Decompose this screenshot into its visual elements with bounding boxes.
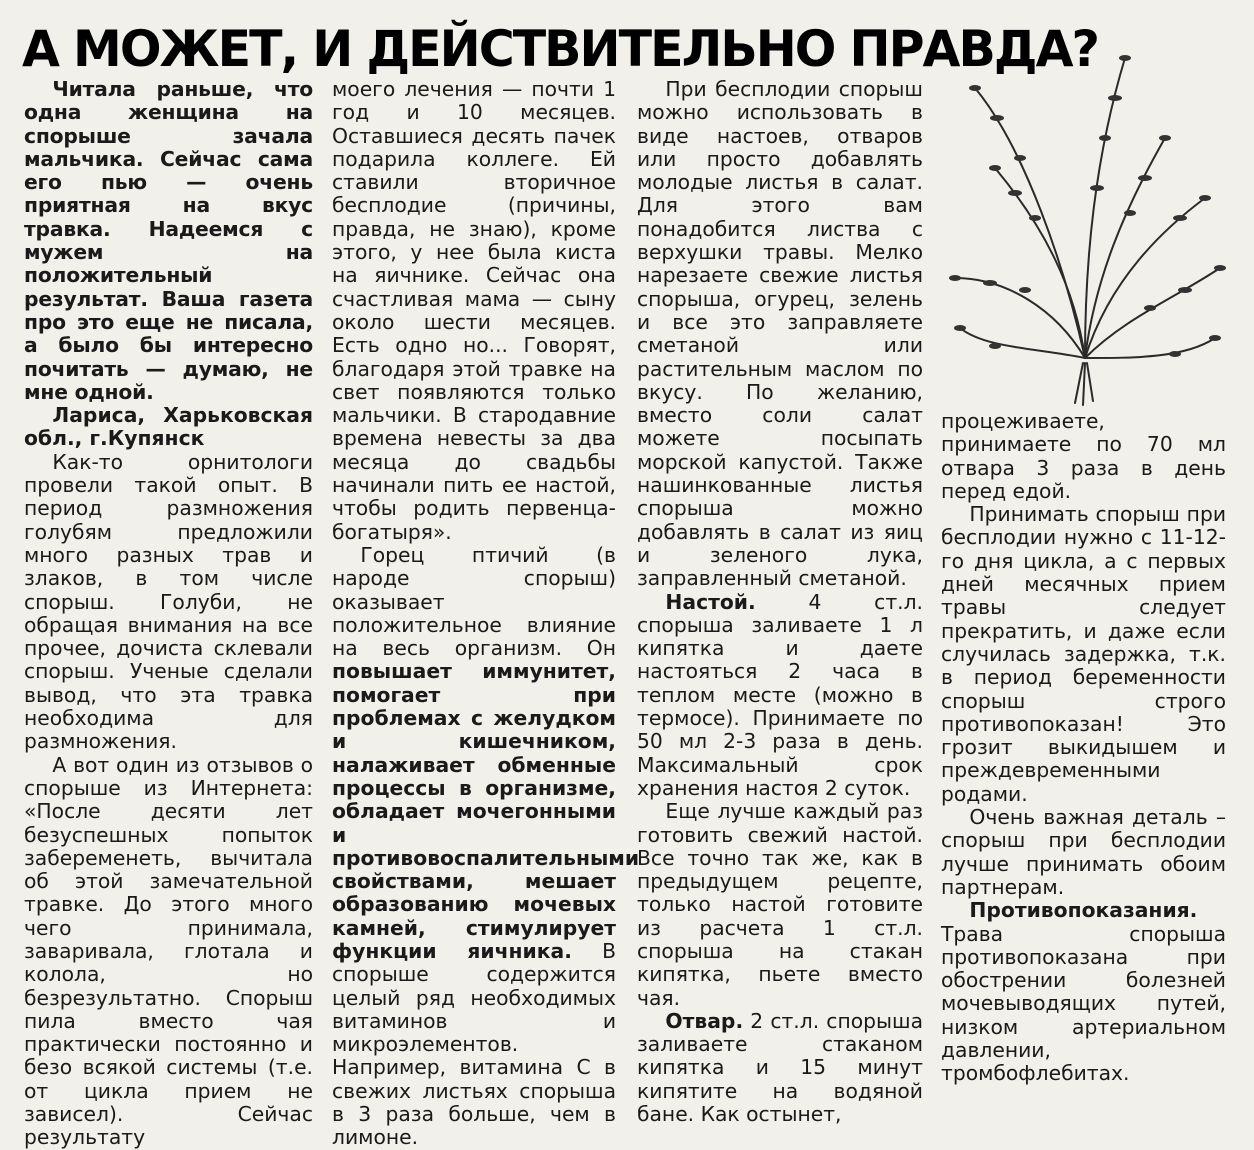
column-3 bbox=[637, 78, 923, 1126]
reader-letter: Читала раньше, что одна женщина на спорыше зачала мальчика. Сейчас сама его пью — очень приятная на вкус травка. Надеемся с мужем на положительный результат. Ваша газета про это еще не писала, а было бы интересно почитать — думаю, не мне одной. bbox=[24, 77, 313, 404]
plant-illustration-icon bbox=[935, 28, 1235, 408]
column-2 bbox=[332, 77, 640, 1150]
contraindications-text: Трава спорыша противопоказана при обострении болезней мочевыводящих путей, низком артериальном давлении, тромбофлебитах. bbox=[941, 921, 1226, 1086]
decoction-label: Отвар. bbox=[665, 1008, 744, 1033]
paragraph-knotgrass-benefits bbox=[332, 542, 640, 1150]
paragraph-infusion bbox=[637, 591, 923, 801]
benefits-highlight: повышает иммунитет, помогает при проблемах с желудком и кишечником, налаживает обменные процессы в организме, обладает мочегонными и противовоспалительными свойствами, мешает образованию мочевых камней, стимулирует функции яичника. bbox=[332, 659, 640, 963]
infusion-label: Настой. bbox=[665, 589, 756, 614]
testimonial-part-1: А вот один из отзывов о спорыше из Интернета: «После десяти лет безуспешных попыток забеременеть, вычитала об этой замечательной травке. До этого много чего принимала, заваривала, глотала и колола, но безрезультатно. Спорыш пила вместо чая практически постоянно и безо всякой системы (т.е. от цикла прием не зависел). Сейчас результату bbox=[24, 752, 313, 1150]
contraindications-label: Противопоказания. bbox=[969, 898, 1198, 923]
paragraph-decoction-continued: процеживаете, принимаете по 70 мл отвара 3 раза в день перед едой. bbox=[941, 409, 1226, 503]
headline: А МОЖЕТ, И ДЕЙСТВИТЕЛЬНО ПРАВДА? bbox=[22, 20, 1099, 78]
testimonial-part-2: моего лечения — почти 1 год и 10 месяцев. Оставшиеся десять пачек подарила коллеге. Ей ставили вторичное бесплодие (причины, правда, не знаю), кроме этого, у нее была киста на яичнике. Сейчас она счастливая мама — сыну около шести месяцев. Есть одно но... Говорят, благодаря этой травке на свет появляются только мальчики. В стародавние времена невесты за два месяца до свадьбы начинали пить ее настой, чтобы родить первенца-богатыря». bbox=[332, 77, 616, 544]
benefits-vitamins: В спорыше содержится целый ряд необходимых витаминов и микроэлементов. Например, витамина С в свежих листьях спорыша в 3 раза больше, чем в лимоне. bbox=[332, 938, 616, 1150]
paragraph-contraindications bbox=[941, 899, 1226, 1085]
paragraph-testimonial-continued bbox=[332, 78, 616, 544]
paragraph-fresh-infusion: Еще лучше каждый раз готовить свежий настой. Все точно так же, как в предыдущем рецепте, только настой готовите из расчета 1 ст.л. спорыша на стакан кипятка, пьете вместо чая. bbox=[637, 799, 923, 1010]
benefits-intro: Горец птичий (в народе спорыш) оказывает положительное влияние на весь организм. Он bbox=[332, 542, 616, 661]
paragraph-timing: Принимать спорыш при бесплодии нужно с 11-12-го дня цикла, а с первых дней месячных прием травы следует прекратить, и даже если случилась задержка, т.к. в период беременности спорыш строго противопоказан! Это грозит выкидышем и преждевременными родами. bbox=[941, 502, 1226, 806]
paragraph-partners: Очень важная деталь – спорыш при бесплодии лучше принимать обоим партнерам. bbox=[941, 805, 1226, 899]
infusion-text: 4 ст.л. спорыша заливаете 1 л кипятка и даете настояться 2 часа в теплом месте (можно в термосе). Принимаете по 50 мл 2-3 раза в день. Максимальный срок хранения настоя 2 суток. bbox=[637, 589, 923, 800]
decoction-text: 2 ст.л. спорыша заливаете стаканом кипятка и 15 минут кипятите на водяной бане. Как остынет, bbox=[637, 1008, 923, 1127]
paragraph-pigeons: Как-то орнитологи провели такой опыт. В период размножения голубям предложили много разных трав и злаков, в том числе спорыш. Голуби, не обращая внимания на все прочее, дочиста склевали спорыш. Ученые сделали вывод, что эта травка необходима для размножения. bbox=[24, 449, 313, 754]
column-1 bbox=[24, 78, 313, 1150]
letter-signature: Лариса, Харьковская обл., г.Купянск bbox=[24, 403, 313, 451]
paragraph-testimonial bbox=[24, 754, 313, 1150]
column-4 bbox=[941, 410, 1226, 1086]
paragraph-decoction bbox=[637, 1010, 923, 1126]
paragraph-salad: При бесплодии спорыш можно использовать в виде настоев, отваров или просто добавлять молодые листья в салат. Для этого вам понадобится листва с верхушки травы. Мелко нарезаете свежие листья спорыша, огурец, зелень и все это заправляете сметаной или растительным маслом по вкусу. По желанию, вместо соли салат можете посыпать морской капустой. Также нашинкованные листья спорыша можно добавлять в салат из яиц и зеленого лука, заправленный сметаной. bbox=[637, 77, 923, 591]
